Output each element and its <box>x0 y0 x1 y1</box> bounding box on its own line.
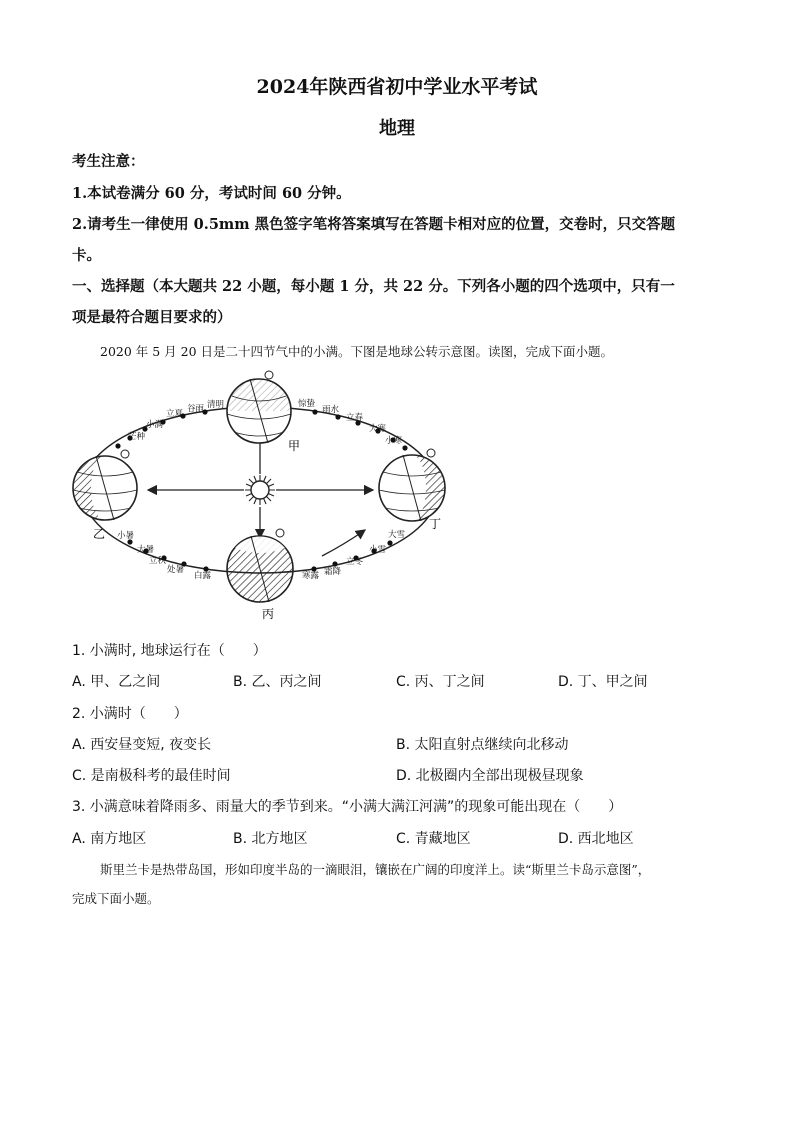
term-liqiu: 立秋 <box>149 556 167 566</box>
question-1-option-a[interactable]: A. 甲、乙之间 <box>72 674 161 690</box>
term-qingming: 清明 <box>207 400 225 410</box>
question-2-stem: 2. 小满时（ ） <box>72 706 188 722</box>
question-3-stem: 3. 小满意味着降雨多、雨量大的季节到来。“小满大满江河满”的现象可能出现在（ ） <box>72 799 623 815</box>
term-lixia: 立夏 <box>166 409 184 419</box>
question-intro: 2020 年 5 月 20 日是二十四节气中的小满。下图是地球公转示意图。读图，完成下面小题。 <box>100 344 614 359</box>
revolution-direction-arrow <box>322 530 365 556</box>
subject-title: 地理 <box>379 118 415 139</box>
question-1-option-d[interactable]: D. 丁、甲之间 <box>558 674 648 690</box>
term-hanlu: 寒露 <box>302 571 320 581</box>
question-intro-2-line-1: 斯里兰卡是热带岛国，形如印度半岛的一滴眼泪，镶嵌在广阔的印度洋上。读“斯里兰卡岛示意图”， <box>100 862 651 877</box>
term-daxue: 大雪 <box>388 530 406 540</box>
term-lichun: 立春 <box>346 413 364 423</box>
term-yushui: 雨水 <box>322 405 340 415</box>
earth-bing-icon <box>227 529 293 602</box>
question-1-option-c[interactable]: C. 丙、丁之间 <box>396 674 485 690</box>
term-shuangjiang: 霜降 <box>324 567 342 577</box>
term-xiaoman: 小满 <box>146 420 164 430</box>
question-3-option-c[interactable]: C. 青藏地区 <box>396 831 471 847</box>
earth-label-jia: 甲 <box>288 439 301 453</box>
term-dahan: 大寒 <box>369 424 387 434</box>
section-heading-line-1: 一、选择题（本大题共 22 小题，每小题 1 分，共 22 分。下列各小题的四个选项中，只有一 <box>72 278 675 295</box>
term-guyu: 谷雨 <box>187 404 205 414</box>
notice-line-2b: 卡。 <box>72 247 101 264</box>
question-2-option-a[interactable]: A. 西安昼变短, 夜变长 <box>72 737 212 753</box>
question-3-option-d[interactable]: D. 西北地区 <box>558 831 634 847</box>
question-2-option-b[interactable]: B. 太阳直射点继续向北移动 <box>396 737 569 753</box>
notice-line-2a: 2.请考生一律使用 0.5mm 黑色签字笔将答案填写在答题卡相对应的位置，交卷时，只交答题 <box>72 216 676 233</box>
term-dashu: 大暑 <box>137 545 155 555</box>
term-mangzhong: 芒种 <box>128 432 146 442</box>
term-xiaoshu: 小暑 <box>117 531 135 541</box>
question-intro-2-line-2: 完成下面小题。 <box>72 891 160 906</box>
earth-revolution-diagram <box>60 362 460 630</box>
term-chushu: 处暑 <box>167 565 185 575</box>
question-1-stem: 1. 小满时, 地球运行在（ ） <box>72 643 267 659</box>
earth-label-bing: 丙 <box>262 607 275 621</box>
question-1-option-b[interactable]: B. 乙、丙之间 <box>233 674 322 690</box>
sun-icon <box>245 475 275 505</box>
term-xiaoxue: 小雪 <box>369 545 387 555</box>
earth-ding-icon <box>379 449 445 521</box>
earth-label-yi: 乙 <box>93 527 106 541</box>
term-lidong: 立冬 <box>346 557 364 567</box>
earth-yi-icon <box>73 450 137 520</box>
notice-line-1: 1.本试卷满分 60 分，考试时间 60 分钟。 <box>72 185 351 202</box>
term-xiaohan: 小寒 <box>385 436 403 446</box>
question-2-option-c[interactable]: C. 是南极科考的最佳时间 <box>72 768 231 784</box>
question-3-option-a[interactable]: A. 南方地区 <box>72 831 147 847</box>
question-3-option-b[interactable]: B. 北方地区 <box>233 831 308 847</box>
term-bailu: 白露 <box>194 571 212 581</box>
section-heading-line-2: 项是最符合题目要求的） <box>72 309 232 326</box>
question-2-option-d[interactable]: D. 北极圈内全部出现极昼现象 <box>396 768 584 784</box>
earth-label-ding: 丁 <box>429 517 442 531</box>
page-title: 2024年陕西省初中学业水平考试 <box>256 76 538 98</box>
term-jingzhe: 惊蛰 <box>298 399 316 409</box>
earth-jia-icon <box>227 371 291 443</box>
notice-heading: 考生注意： <box>72 153 145 170</box>
